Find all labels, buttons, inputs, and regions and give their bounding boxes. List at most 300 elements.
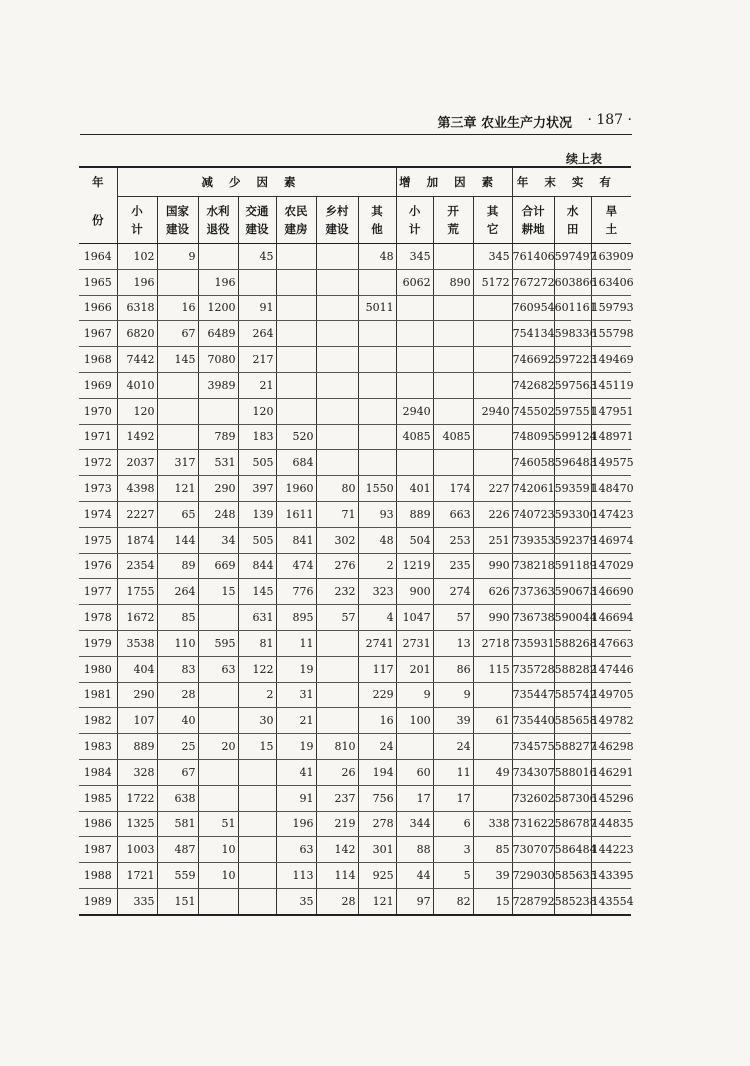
- table-cell: 889: [117, 734, 157, 760]
- table-cell: 663: [433, 501, 473, 527]
- table-cell: 149469: [591, 347, 631, 373]
- table-row: [79, 837, 631, 863]
- column-header: 旱 土: [591, 197, 631, 244]
- table-cell: 4: [358, 605, 396, 631]
- table-cell: [473, 372, 512, 398]
- table-cell: 237: [316, 785, 358, 811]
- table-cell: [157, 398, 198, 424]
- table-cell: 841: [276, 527, 316, 553]
- table-cell: 159793: [591, 295, 631, 321]
- table-row: [79, 501, 631, 527]
- table-cell: 588282: [554, 656, 591, 682]
- table-cell: 345: [396, 244, 433, 270]
- table-cell: [433, 321, 473, 347]
- table-cell: 1047: [396, 605, 433, 631]
- table-cell: 115: [473, 656, 512, 682]
- table-row: [79, 321, 631, 347]
- table-cell: 559: [157, 863, 198, 889]
- table-row: [79, 372, 631, 398]
- table-cell: [358, 372, 396, 398]
- table-cell: 28: [157, 682, 198, 708]
- table-row: [79, 708, 631, 734]
- table-cell: 67: [157, 759, 198, 785]
- table-cell: [238, 811, 276, 837]
- table-cell: [316, 450, 358, 476]
- year-cell: 1975: [79, 527, 117, 553]
- table-cell: [198, 398, 238, 424]
- table-cell: 597551: [554, 398, 591, 424]
- page-number: · 187 ·: [587, 112, 632, 128]
- table-cell: 2940: [473, 398, 512, 424]
- table-cell: 1492: [117, 424, 157, 450]
- column-header: 开 荒: [433, 197, 473, 244]
- increase-group-header: 增加因素: [396, 167, 512, 197]
- table-cell: 735447: [512, 682, 554, 708]
- table-cell: 86: [433, 656, 473, 682]
- table-cell: 201: [396, 656, 433, 682]
- table-cell: 290: [198, 476, 238, 502]
- table-cell: 63: [276, 837, 316, 863]
- table-cell: 117: [358, 656, 396, 682]
- table-cell: 120: [117, 398, 157, 424]
- table-cell: 10: [198, 837, 238, 863]
- table-cell: 196: [117, 269, 157, 295]
- table-cell: [276, 321, 316, 347]
- table-cell: 34: [198, 527, 238, 553]
- table-cell: [198, 708, 238, 734]
- table-cell: 736738: [512, 605, 554, 631]
- table-cell: 253: [433, 527, 473, 553]
- table-cell: 631: [238, 605, 276, 631]
- table-cell: 323: [358, 579, 396, 605]
- table-cell: 24: [358, 734, 396, 760]
- table-cell: 345: [473, 244, 512, 270]
- table-row: [79, 347, 631, 373]
- table-row: [79, 450, 631, 476]
- table-cell: [276, 372, 316, 398]
- table-cell: 7080: [198, 347, 238, 373]
- table-cell: 93: [358, 501, 396, 527]
- table-cell: 146291: [591, 759, 631, 785]
- table-cell: 139: [238, 501, 276, 527]
- table-cell: 67: [157, 321, 198, 347]
- table-cell: 251: [473, 527, 512, 553]
- table-cell: [198, 244, 238, 270]
- table-cell: [358, 450, 396, 476]
- table-cell: 593300: [554, 501, 591, 527]
- table-cell: 229: [358, 682, 396, 708]
- table-cell: 143395: [591, 863, 631, 889]
- table-cell: 990: [473, 605, 512, 631]
- table-cell: 505: [238, 527, 276, 553]
- year-cell: 1965: [79, 269, 117, 295]
- table-cell: [316, 630, 358, 656]
- table-cell: 147029: [591, 553, 631, 579]
- table-cell: 60: [396, 759, 433, 785]
- table-cell: 735931: [512, 630, 554, 656]
- table-cell: 590673: [554, 579, 591, 605]
- table-cell: 114: [316, 863, 358, 889]
- table-cell: 302: [316, 527, 358, 553]
- table-cell: 754134: [512, 321, 554, 347]
- table-cell: 1611: [276, 501, 316, 527]
- table-cell: 183: [238, 424, 276, 450]
- table-cell: [238, 785, 276, 811]
- table-cell: 91: [238, 295, 276, 321]
- table-cell: 746692: [512, 347, 554, 373]
- table-cell: [276, 269, 316, 295]
- table-cell: 581: [157, 811, 198, 837]
- table-cell: [157, 372, 198, 398]
- column-header: 水利 退役: [198, 197, 238, 244]
- column-header: 小 计: [117, 197, 157, 244]
- table-cell: 144223: [591, 837, 631, 863]
- table-cell: 121: [358, 888, 396, 914]
- table-cell: 729030: [512, 863, 554, 889]
- table-cell: [276, 398, 316, 424]
- table-cell: 227: [473, 476, 512, 502]
- table-cell: 11: [433, 759, 473, 785]
- table-cell: 301: [358, 837, 396, 863]
- table-cell: 3989: [198, 372, 238, 398]
- year-cell: 1967: [79, 321, 117, 347]
- table-cell: 24: [433, 734, 473, 760]
- table-cell: [473, 682, 512, 708]
- continued-label: 续上表: [566, 152, 603, 166]
- year-cell: 1980: [79, 656, 117, 682]
- table-cell: 737363: [512, 579, 554, 605]
- table-row: [79, 811, 631, 837]
- table-cell: 601161: [554, 295, 591, 321]
- table-cell: 669: [198, 553, 238, 579]
- table-cell: 5: [433, 863, 473, 889]
- table-cell: 290: [117, 682, 157, 708]
- table-cell: 585635: [554, 863, 591, 889]
- table-row: [79, 579, 631, 605]
- year-cell: 1964: [79, 244, 117, 270]
- table-cell: 219: [316, 811, 358, 837]
- table-cell: 174: [433, 476, 473, 502]
- table-cell: 603866: [554, 269, 591, 295]
- year-cell: 1977: [79, 579, 117, 605]
- table-cell: [473, 450, 512, 476]
- table-cell: 1721: [117, 863, 157, 889]
- table-cell: 597563: [554, 372, 591, 398]
- year-header-bottom: 份: [79, 197, 117, 244]
- year-cell: 1970: [79, 398, 117, 424]
- table-cell: 626: [473, 579, 512, 605]
- table-cell: 585658: [554, 708, 591, 734]
- year-cell: 1968: [79, 347, 117, 373]
- table-cell: 504: [396, 527, 433, 553]
- table-cell: 100: [396, 708, 433, 734]
- table-cell: 51: [198, 811, 238, 837]
- year-cell: 1978: [79, 605, 117, 631]
- year-cell: 1987: [79, 837, 117, 863]
- table-cell: [238, 269, 276, 295]
- table-cell: [157, 269, 198, 295]
- table-cell: [238, 837, 276, 863]
- column-header: 国家 建设: [157, 197, 198, 244]
- table-row: [79, 476, 631, 502]
- table-cell: 16: [157, 295, 198, 321]
- year-cell: 1973: [79, 476, 117, 502]
- table-cell: 742682: [512, 372, 554, 398]
- table-cell: 638: [157, 785, 198, 811]
- table-cell: 598336: [554, 321, 591, 347]
- table-cell: 591189: [554, 553, 591, 579]
- table-cell: 232: [316, 579, 358, 605]
- table-cell: 734575: [512, 734, 554, 760]
- table-cell: [396, 321, 433, 347]
- table-cell: 2354: [117, 553, 157, 579]
- table-cell: 4398: [117, 476, 157, 502]
- table-cell: 122: [238, 656, 276, 682]
- table-row: [79, 553, 631, 579]
- table-cell: 30: [238, 708, 276, 734]
- table-cell: [473, 321, 512, 347]
- table-row: [79, 682, 631, 708]
- table-cell: 17: [396, 785, 433, 811]
- table-cell: 588016: [554, 759, 591, 785]
- table-cell: [433, 450, 473, 476]
- table-cell: 735728: [512, 656, 554, 682]
- column-header: 乡村 建设: [316, 197, 358, 244]
- table-cell: 1722: [117, 785, 157, 811]
- table-cell: 89: [157, 553, 198, 579]
- table-row: [79, 785, 631, 811]
- table-cell: 731622: [512, 811, 554, 837]
- table-cell: 81: [238, 630, 276, 656]
- table-row: [79, 244, 631, 270]
- table-cell: 9: [396, 682, 433, 708]
- table-cell: 16: [358, 708, 396, 734]
- table-cell: 2718: [473, 630, 512, 656]
- table-cell: [198, 759, 238, 785]
- table-cell: [316, 244, 358, 270]
- table-cell: 19: [276, 656, 316, 682]
- table-cell: 335: [117, 888, 157, 914]
- table-cell: [316, 708, 358, 734]
- year-cell: 1972: [79, 450, 117, 476]
- table-cell: 599124: [554, 424, 591, 450]
- table-cell: 151: [157, 888, 198, 914]
- table-cell: [276, 347, 316, 373]
- table-cell: 6489: [198, 321, 238, 347]
- table-cell: 588277: [554, 734, 591, 760]
- table-cell: 15: [473, 888, 512, 914]
- table-cell: 149575: [591, 450, 631, 476]
- table-cell: 474: [276, 553, 316, 579]
- table-cell: 587306: [554, 785, 591, 811]
- table-cell: 730707: [512, 837, 554, 863]
- table-cell: 6062: [396, 269, 433, 295]
- table-cell: 194: [358, 759, 396, 785]
- table-cell: [396, 372, 433, 398]
- year-cell: 1985: [79, 785, 117, 811]
- table-body: [79, 244, 634, 915]
- table-cell: 48: [358, 244, 396, 270]
- table-cell: 13: [433, 630, 473, 656]
- table-cell: 39: [433, 708, 473, 734]
- table-cell: [473, 785, 512, 811]
- year-cell: 1971: [79, 424, 117, 450]
- table-cell: 144835: [591, 811, 631, 837]
- table-cell: [358, 424, 396, 450]
- table-cell: 57: [433, 605, 473, 631]
- table-cell: 742061: [512, 476, 554, 502]
- table-cell: 586787: [554, 811, 591, 837]
- table-cell: 144: [157, 527, 198, 553]
- table-cell: 338: [473, 811, 512, 837]
- table-cell: 163406: [591, 269, 631, 295]
- table-cell: 83: [157, 656, 198, 682]
- table-cell: 264: [157, 579, 198, 605]
- year-cell: 1989: [79, 888, 117, 914]
- table-cell: [276, 295, 316, 321]
- table-cell: 26: [316, 759, 358, 785]
- table-cell: 274: [433, 579, 473, 605]
- table-cell: 2: [238, 682, 276, 708]
- year-cell: 1969: [79, 372, 117, 398]
- table-row: [79, 269, 631, 295]
- table-cell: 149705: [591, 682, 631, 708]
- table-cell: 890: [433, 269, 473, 295]
- table-cell: 57: [316, 605, 358, 631]
- table-cell: 2227: [117, 501, 157, 527]
- table-cell: [276, 244, 316, 270]
- table-cell: 844: [238, 553, 276, 579]
- table-cell: 344: [396, 811, 433, 837]
- table-cell: 4085: [433, 424, 473, 450]
- table-cell: 147951: [591, 398, 631, 424]
- table-cell: 2731: [396, 630, 433, 656]
- table-cell: [358, 347, 396, 373]
- table-cell: [433, 295, 473, 321]
- table-cell: 397: [238, 476, 276, 502]
- table-cell: 317: [157, 450, 198, 476]
- table-cell: [358, 269, 396, 295]
- table-cell: 732602: [512, 785, 554, 811]
- table-cell: 505: [238, 450, 276, 476]
- table-cell: 196: [276, 811, 316, 837]
- table-cell: 5172: [473, 269, 512, 295]
- table-cell: 3: [433, 837, 473, 863]
- year-end-group-header: 年末实有: [512, 167, 631, 197]
- table-cell: 15: [198, 579, 238, 605]
- table-cell: 596483: [554, 450, 591, 476]
- table-cell: 734307: [512, 759, 554, 785]
- year-cell: 1981: [79, 682, 117, 708]
- table-cell: 63: [198, 656, 238, 682]
- table-cell: 2741: [358, 630, 396, 656]
- year-cell: 1966: [79, 295, 117, 321]
- table-cell: [473, 424, 512, 450]
- table-cell: 1219: [396, 553, 433, 579]
- table-row: [79, 656, 631, 682]
- table-cell: 595: [198, 630, 238, 656]
- table-cell: 10: [198, 863, 238, 889]
- table-cell: 155798: [591, 321, 631, 347]
- table-cell: 110: [157, 630, 198, 656]
- table-cell: 520: [276, 424, 316, 450]
- table-cell: [316, 321, 358, 347]
- table-cell: 1874: [117, 527, 157, 553]
- table-cell: [316, 295, 358, 321]
- table-cell: 740723: [512, 501, 554, 527]
- table-cell: 4085: [396, 424, 433, 450]
- table-cell: 71: [316, 501, 358, 527]
- table-cell: [198, 785, 238, 811]
- table-cell: 895: [276, 605, 316, 631]
- table-cell: 21: [276, 708, 316, 734]
- table-cell: 586484: [554, 837, 591, 863]
- table-row: [79, 863, 631, 889]
- table-cell: 49: [473, 759, 512, 785]
- table-cell: 760954: [512, 295, 554, 321]
- table-row: [79, 424, 631, 450]
- table-cell: [396, 295, 433, 321]
- table-cell: [433, 347, 473, 373]
- table-row: [79, 888, 631, 914]
- table-cell: 401: [396, 476, 433, 502]
- year-cell: 1988: [79, 863, 117, 889]
- table-cell: [396, 347, 433, 373]
- table-cell: 147446: [591, 656, 631, 682]
- table-cell: 756: [358, 785, 396, 811]
- table-cell: 91: [276, 785, 316, 811]
- table-cell: 6: [433, 811, 473, 837]
- table-cell: 5011: [358, 295, 396, 321]
- table-cell: 590044: [554, 605, 591, 631]
- table-cell: 25: [157, 734, 198, 760]
- table-cell: 746058: [512, 450, 554, 476]
- table-cell: 21: [238, 372, 276, 398]
- table-cell: 163909: [591, 244, 631, 270]
- table-row: [79, 630, 631, 656]
- table-cell: 900: [396, 579, 433, 605]
- table-cell: 107: [117, 708, 157, 734]
- table-row: [79, 398, 631, 424]
- table-cell: 889: [396, 501, 433, 527]
- table-cell: 531: [198, 450, 238, 476]
- table-cell: 1325: [117, 811, 157, 837]
- table-cell: 226: [473, 501, 512, 527]
- table-cell: 102: [117, 244, 157, 270]
- table-cell: 85: [473, 837, 512, 863]
- table-cell: 146694: [591, 605, 631, 631]
- page-header: [80, 112, 632, 135]
- table-cell: 6318: [117, 295, 157, 321]
- chapter-title: 第三章 农业生产力状况: [437, 116, 572, 131]
- table-cell: 585742: [554, 682, 591, 708]
- table-cell: 45: [238, 244, 276, 270]
- table-cell: 80: [316, 476, 358, 502]
- table-cell: 113: [276, 863, 316, 889]
- table-cell: 148971: [591, 424, 631, 450]
- table-cell: [473, 734, 512, 760]
- table-cell: 776: [276, 579, 316, 605]
- column-header: 其 它: [473, 197, 512, 244]
- table-cell: 39: [473, 863, 512, 889]
- table-cell: 745502: [512, 398, 554, 424]
- table-cell: 404: [117, 656, 157, 682]
- table-cell: 597497: [554, 244, 591, 270]
- table-cell: 97: [396, 888, 433, 914]
- table-cell: 1550: [358, 476, 396, 502]
- table-cell: 328: [117, 759, 157, 785]
- table-cell: 146298: [591, 734, 631, 760]
